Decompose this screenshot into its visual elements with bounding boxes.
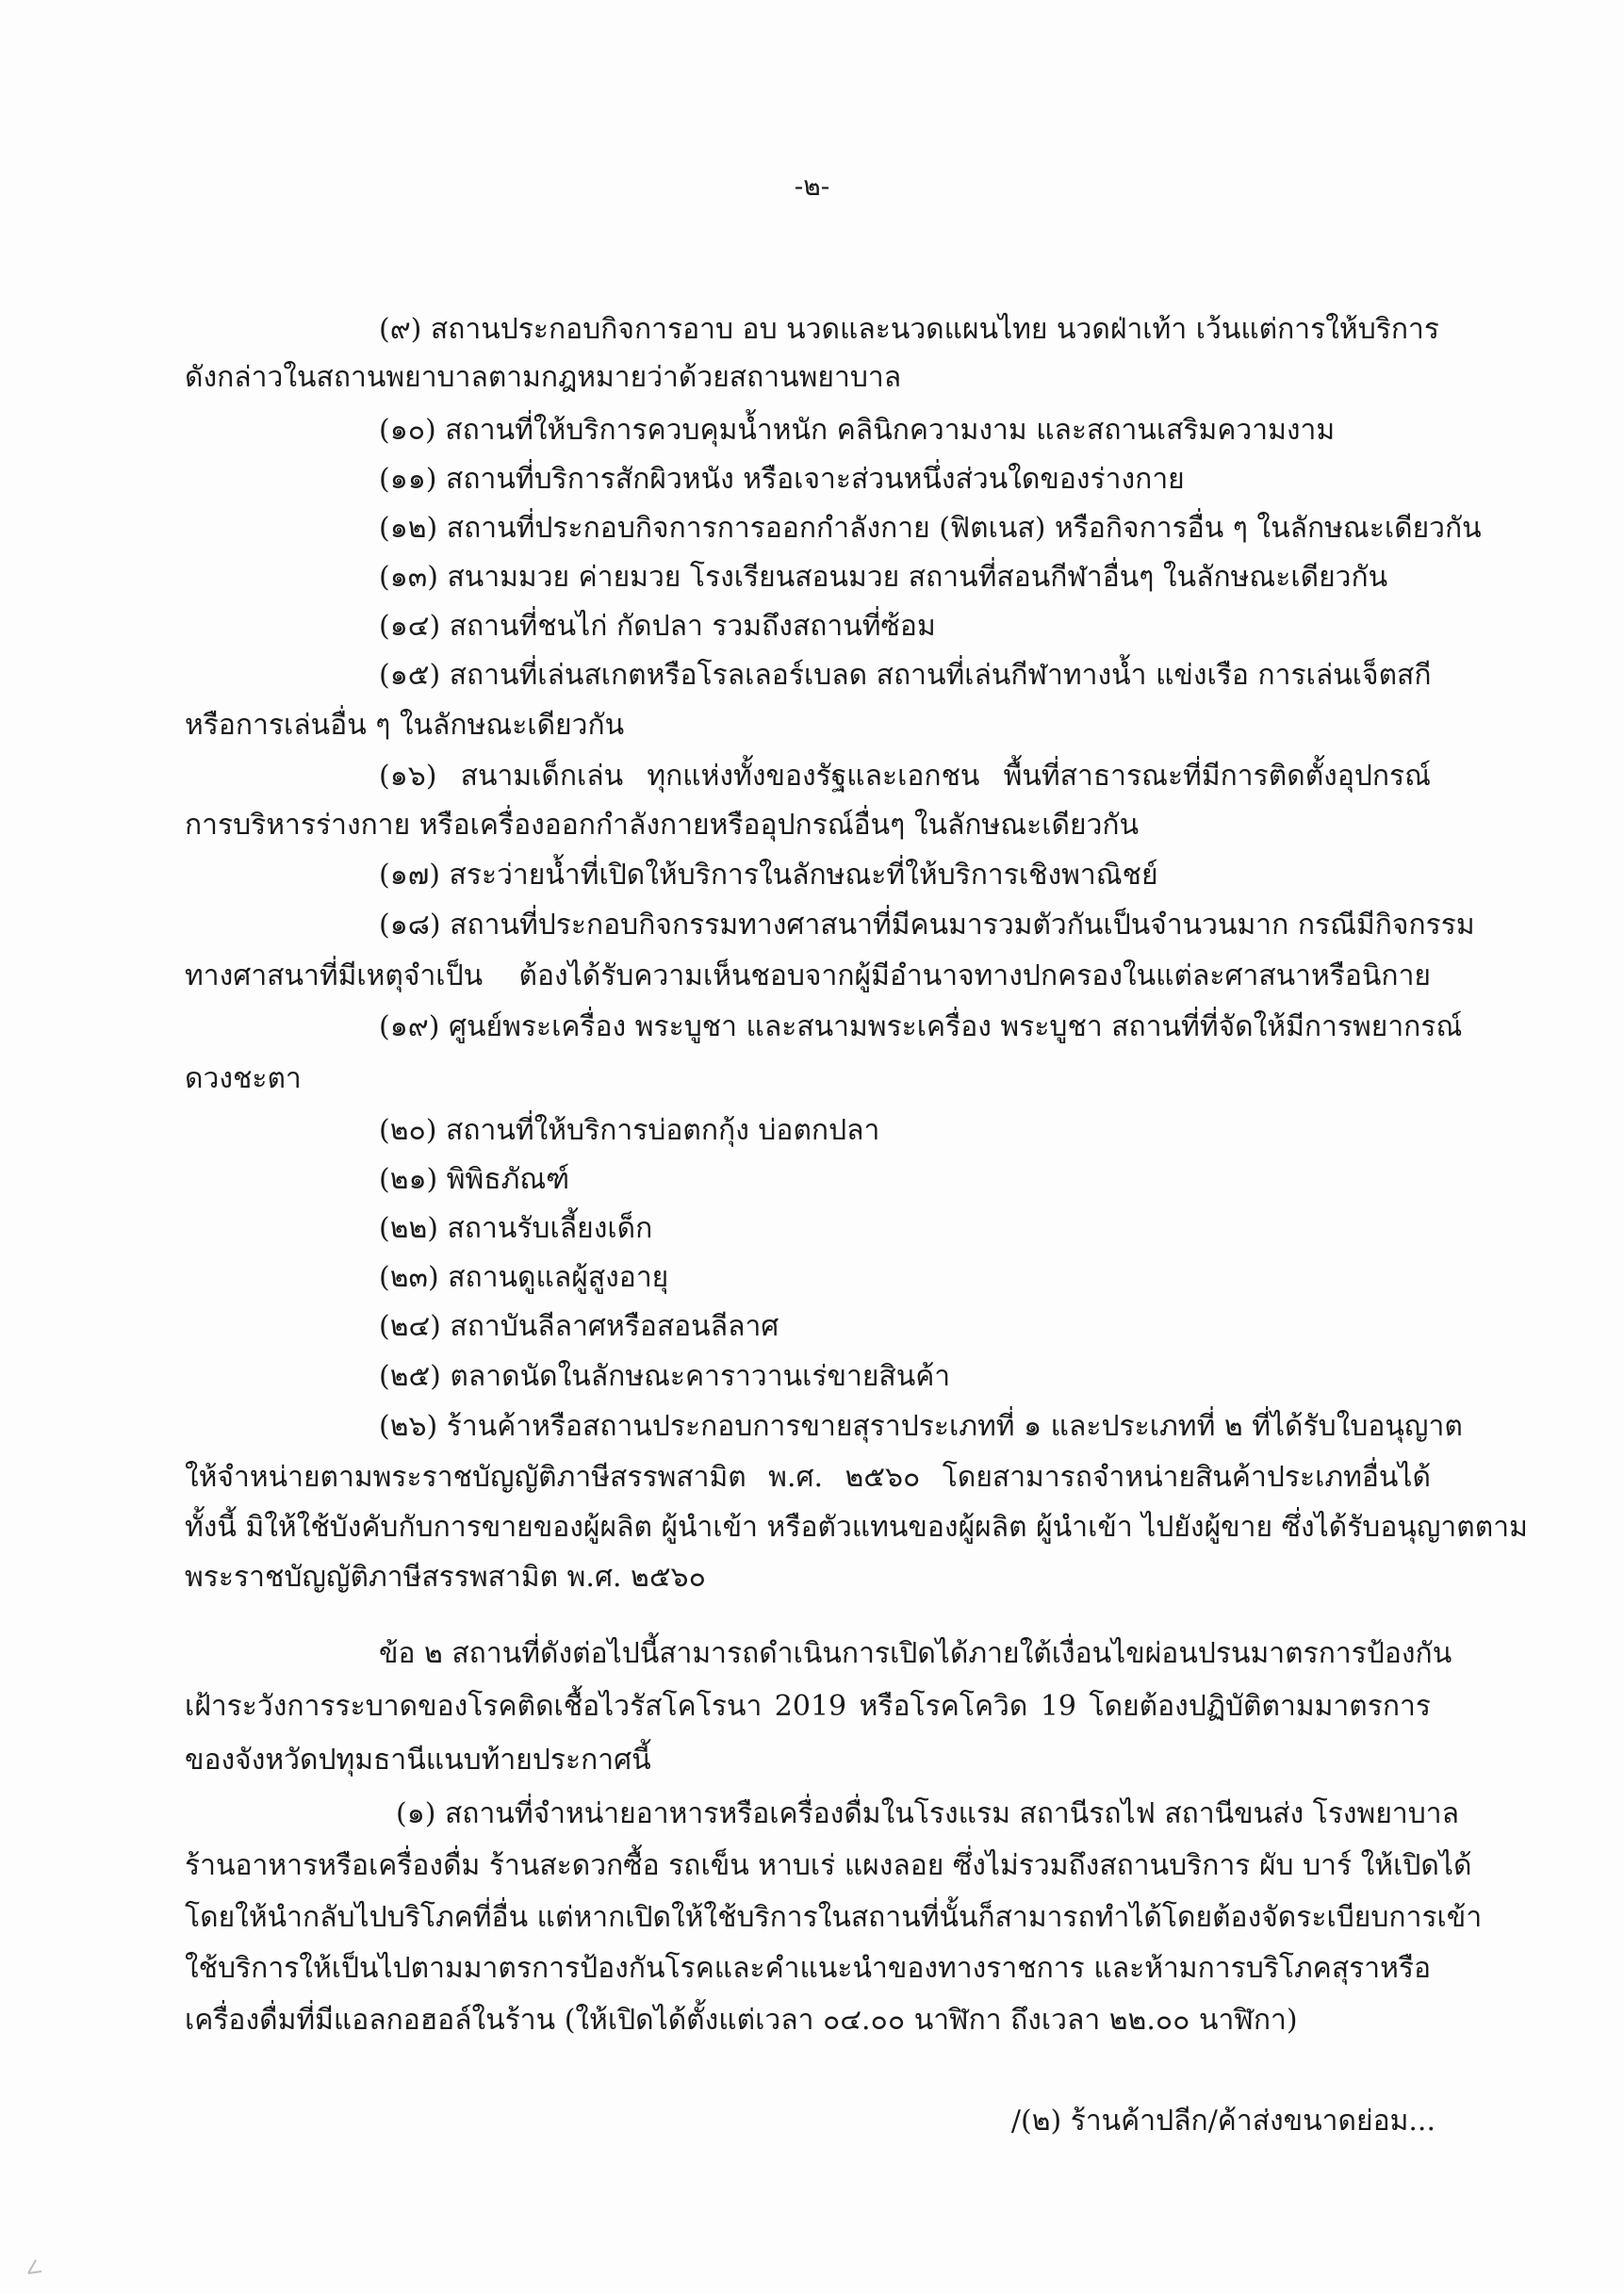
paragraph-line: หรือการเล่นอื่น ๆ ในลักษณะเดียวกัน — [185, 709, 625, 742]
section-heading-line: ข้อ ๒ สถานที่ดังต่อไปนี้สามารถดำเนินการเปิดได้ภายใต้เงื่อนไขผ่อนปรนมาตรการป้องกัน — [379, 1637, 1452, 1670]
list-item: (๑๕) สถานที่เล่นสเกตหรือโรลเลอร์เบลด สถานที่เล่นกีฬาทางน้ำ แข่งเรือ การเล่นเจ็ตสกี — [379, 659, 1432, 692]
list-item: (๒๒) สถานรับเลี้ยงเด็ก — [379, 1212, 653, 1245]
list-item: (๒๐) สถานที่ให้บริการบ่อตกกุ้ง บ่อตกปลา — [379, 1114, 880, 1147]
list-item: (๒๕) ตลาดนัดในลักษณะคาราวานเร่ขายสินค้า — [379, 1360, 951, 1393]
list-item: (๑๒) สถานที่ประกอบกิจการการออกกำลังกาย (ฟิตเนส) หรือกิจการอื่น ๆ ในลักษณะเดียวกัน — [379, 512, 1482, 545]
paragraph-line: โดยให้นำกลับไปบริโภคที่อื่น แต่หากเปิดให้ใช้บริการในสถานที่นั้นก็สามารถทำได้โดยต้องจัดระเบียบการเข้า — [185, 1901, 1483, 1934]
list-item: (๑๓) สนามมวย ค่ายมวย โรงเรียนสอนมวย สถานที่สอนกีฬาอื่นๆ ในลักษณะเดียวกัน — [379, 561, 1388, 594]
page-number: -๒- — [794, 171, 830, 202]
paragraph-line: ให้จำหน่ายตามพระราชบัญญัติภาษีสรรพสามิต พ.ศ. ๒๕๖๐ โดยสามารถจำหน่ายสินค้าประเภทอื่นได้ — [185, 1461, 1431, 1494]
scan-corner-mark — [23, 2251, 51, 2279]
paragraph-line: ทั้งนี้ มิให้ใช้บังคับกับการขายของผู้ผลิต ผู้นำเข้า หรือตัวแทนของผู้ผลิต ผู้นำเข้า ไปยังผู้ขาย ซึ่งได้รับอนุญาตตาม — [185, 1511, 1528, 1544]
list-item: (๒๔) สถาบันลีลาศหรือสอนลีลาศ — [379, 1310, 779, 1343]
list-item: (๑๐) สถานที่ให้บริการควบคุมน้ำหนัก คลินิกความงาม และสถานเสริมความงาม — [379, 414, 1336, 447]
list-item: (๑๗) สระว่ายน้ำที่เปิดให้บริการในลักษณะที่ให้บริการเชิงพาณิชย์ — [379, 859, 1158, 892]
paragraph-line: ใช้บริการให้เป็นไปตามมาตรการป้องกันโรคและคำแนะนำของทางราชการ และห้ามการบริโภคสุราหรือ — [185, 1952, 1431, 1985]
list-item: (๒๖) ร้านค้าหรือสถานประกอบการขายสุราประเภทที่ ๑ และประเภทที่ ๒ ที่ได้รับใบอนุญาต — [379, 1410, 1463, 1443]
paragraph-line: ดังกล่าวในสถานพยาบาลตามกฎหมายว่าด้วยสถานพยาบาล — [185, 361, 902, 394]
paragraph-line: ดวงชะตา — [185, 1062, 302, 1095]
list-item: (๑๙) ศูนย์พระเครื่อง พระบูชา และสนามพระเครื่อง พระบูชา สถานที่ที่จัดให้มีการพยากรณ์ — [379, 1010, 1463, 1043]
list-item: (๒๑) พิพิธภัณฑ์ — [379, 1163, 570, 1196]
paragraph-line: พระราชบัญญัติภาษีสรรพสามิต พ.ศ. ๒๕๖๐ — [185, 1561, 706, 1594]
continuation-text: /(๒) ร้านค้าปลีก/ค้าส่งขนาดย่อม... — [1010, 2105, 1435, 2138]
paragraph-line: ของจังหวัดปทุมธานีแนบท้ายประกาศนี้ — [185, 1744, 651, 1777]
paragraph-line: (๙) สถานประกอบกิจการอาบ อบ นวดและนวดแผนไทย นวดฝ่าเท้า เว้นแต่การให้บริการ — [379, 313, 1439, 346]
list-item: (๑๖) สนามเด็กเล่น ทุกแห่งทั้งของรัฐและเอกชน พื้นที่สาธารณะที่มีการติดตั้งอุปกรณ์ — [379, 760, 1431, 793]
paragraph-line: การบริหารร่างกาย หรือเครื่องออกกำลังกายหรืออุปกรณ์อื่นๆ ในลักษณะเดียวกัน — [185, 809, 1140, 842]
paragraph-line: เฝ้าระวังการระบาดของโรคติดเชื้อไวรัสโคโรนา 2019 หรือโรคโควิด 19 โดยต้องปฏิบัติตามมาตรการ — [185, 1690, 1431, 1723]
list-item: (๑๑) สถานที่บริการสักผิวหนัง หรือเจาะส่วนหนึ่งส่วนใดของร่างกาย — [379, 463, 1185, 496]
list-item: (๑) สถานที่จำหน่ายอาหารหรือเครื่องดื่มในโรงแรม สถานีรถไฟ สถานีขนส่ง โรงพยาบาล — [396, 1797, 1460, 1830]
list-item: (๑๔) สถานที่ชนไก่ กัดปลา รวมถึงสถานที่ซ้อม — [379, 610, 936, 643]
list-item: (๑๘) สถานที่ประกอบกิจกรรมทางศาสนาที่มีคนมารวมตัวกันเป็นจำนวนมาก กรณีมีกิจกรรม — [379, 909, 1475, 942]
paragraph-line: เครื่องดื่มที่มีแอลกอฮอล์ในร้าน (ให้เปิดได้ตั้งแต่เวลา ๐๔.๐๐ นาฬิกา ถึงเวลา ๒๒.๐๐ นาฬิกา) — [185, 2004, 1298, 2037]
list-item: (๒๓) สถานดูแลผู้สูงอายุ — [379, 1261, 669, 1294]
paragraph-line: ร้านอาหารหรือเครื่องดื่ม ร้านสะดวกซื้อ รถเข็น หาบเร่ แผงลอย ซึ่งไม่รวมถึงสถานบริการ ผับ บาร์ ให้เปิดได้ — [185, 1849, 1472, 1882]
paragraph-line: ทางศาสนาที่มีเหตุจำเป็น ต้องได้รับความเห็นชอบจากผู้มีอำนาจทางปกครองในแต่ละศาสนาหรือนิกาย — [185, 959, 1431, 992]
